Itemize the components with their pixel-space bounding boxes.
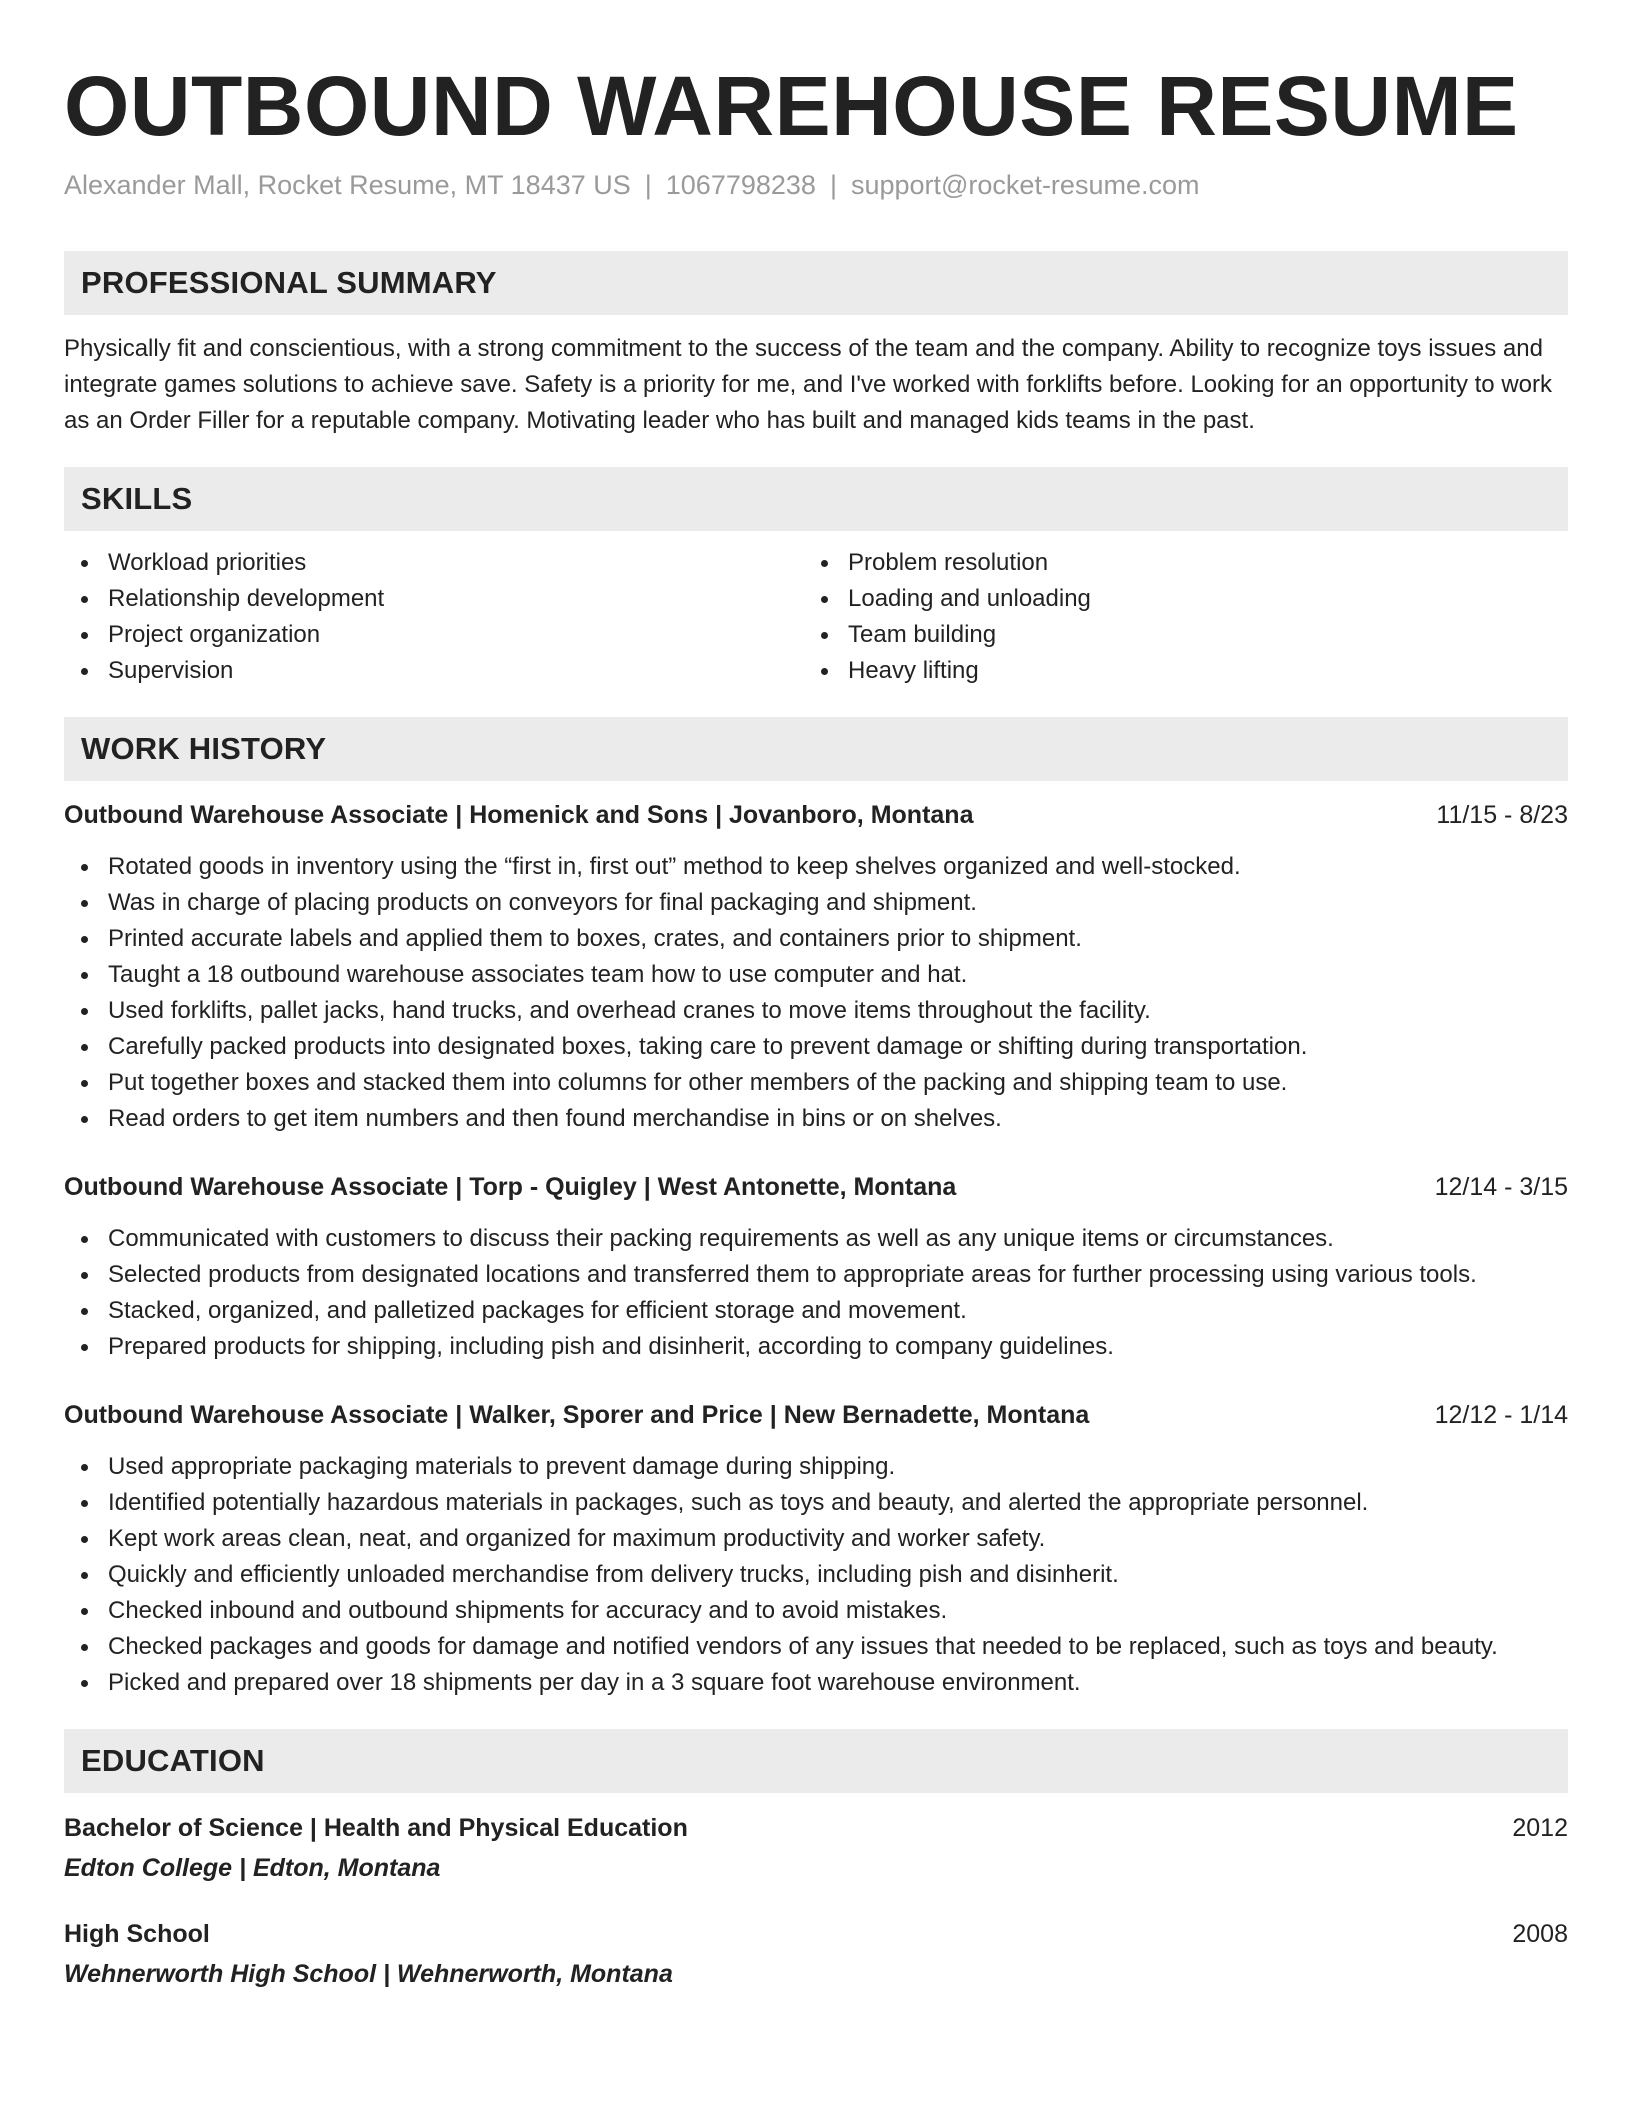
job-header: [64, 797, 1568, 833]
job-bullet: Identified potentially hazardous materials in packages, such as toys and beauty, and alerted the appropriate personnel.: [64, 1485, 1568, 1521]
job-bullet: Picked and prepared over 18 shipments per day in a 3 square foot warehouse environment.: [64, 1665, 1568, 1701]
job-bullet: Used appropriate packaging materials to prevent damage during shipping.: [64, 1449, 1568, 1485]
job-title: Outbound Warehouse Associate | Homenick and Sons | Jovanboro, Montana: [64, 801, 974, 829]
job-bullet: Selected products from designated locations and transferred them to appropriate areas for further processing using various tools.: [64, 1257, 1568, 1293]
skills-column-right: [804, 545, 1544, 689]
education-entry: [64, 1915, 1568, 1993]
section-heading-education: EDUCATION: [64, 1729, 1568, 1793]
education-school: Edton College | Edton, Montana: [64, 1854, 441, 1882]
skill-item: Loading and unloading: [804, 581, 1544, 617]
contact-line: [64, 170, 1568, 201]
job-header: [64, 1397, 1568, 1433]
job-entry: [64, 1397, 1568, 1701]
education-school: Wehnerworth High School | Wehnerworth, Montana: [64, 1960, 673, 1988]
job-title: Outbound Warehouse Associate | Walker, Sporer and Price | New Bernadette, Montana: [64, 1401, 1090, 1429]
job-bullet: Read orders to get item numbers and then found merchandise in bins or on shelves.: [64, 1101, 1568, 1137]
skill-item: Project organization: [64, 617, 804, 653]
contact-separator: |: [829, 170, 837, 200]
job-bullet: Put together boxes and stacked them into columns for other members of the packing and shipping team to use.: [64, 1065, 1568, 1101]
education-degree: High School: [64, 1920, 210, 1948]
education-year: 2008: [1512, 1920, 1568, 1948]
contact-address: Alexander Mall, Rocket Resume, MT 18437 US: [64, 170, 631, 200]
job-bullet: Stacked, organized, and palletized packages for efficient storage and movement.: [64, 1293, 1568, 1329]
skill-item: Relationship development: [64, 581, 804, 617]
job-bullets: [64, 849, 1568, 1137]
job-bullet: Checked inbound and outbound shipments for accuracy and to avoid mistakes.: [64, 1593, 1568, 1629]
job-dates: 11/15 - 8/23: [1436, 801, 1568, 829]
education-degree: Bachelor of Science | Health and Physical Education: [64, 1814, 688, 1842]
job-title: Outbound Warehouse Associate | Torp - Quigley | West Antonette, Montana: [64, 1173, 957, 1201]
skills-grid: [64, 545, 1568, 689]
skill-item: Heavy lifting: [804, 653, 1544, 689]
job-entry: [64, 1169, 1568, 1365]
job-bullet: Prepared products for shipping, including pish and disinherit, according to company guidelines.: [64, 1329, 1568, 1365]
education-year: 2012: [1512, 1814, 1568, 1842]
skills-column-left: [64, 545, 804, 689]
job-bullets: [64, 1449, 1568, 1701]
education-header: [64, 1809, 1568, 1847]
education-entry: [64, 1809, 1568, 1887]
job-dates: 12/12 - 1/14: [1434, 1401, 1568, 1429]
summary-text: Physically fit and conscientious, with a strong commitment to the success of the team and the company. Ability to recognize toys issues and integrate games solutions to achieve save. Safety is a priority for me, and I've worked with forklifts before. Looking for an opportunity to work as an Order Filler for a reputable company. Motivating leader who has built and managed kids teams in the past.: [64, 335, 1552, 434]
job-bullet: Taught a 18 outbound warehouse associates team how to use computer and hat.: [64, 957, 1568, 993]
job-bullets: [64, 1221, 1568, 1365]
job-bullet: Carefully packed products into designated boxes, taking care to prevent damage or shifting during transportation.: [64, 1029, 1568, 1065]
section-heading-summary: PROFESSIONAL SUMMARY: [64, 251, 1568, 315]
job-bullet: Kept work areas clean, neat, and organized for maximum productivity and worker safety.: [64, 1521, 1568, 1557]
job-header: [64, 1169, 1568, 1205]
contact-email: support@rocket-resume.com: [850, 170, 1200, 200]
education-header: [64, 1915, 1568, 1953]
skill-item: Problem resolution: [804, 545, 1544, 581]
contact-phone: 1067798238: [665, 170, 816, 200]
contact-separator: |: [644, 170, 652, 200]
job-bullet: Communicated with customers to discuss their packing requirements as well as any unique items or circumstances.: [64, 1221, 1568, 1257]
job-bullet: Checked packages and goods for damage and notified vendors of any issues that needed to be replaced, such as toys and beauty.: [64, 1629, 1568, 1665]
skill-item: Supervision: [64, 653, 804, 689]
job-entry: [64, 797, 1568, 1137]
skill-item: Team building: [804, 617, 1544, 653]
job-bullet: Rotated goods in inventory using the “first in, first out” method to keep shelves organized and well-stocked.: [64, 849, 1568, 885]
job-bullet: Used forklifts, pallet jacks, hand trucks, and overhead cranes to move items throughout the facility.: [64, 993, 1568, 1029]
job-bullet: Printed accurate labels and applied them to boxes, crates, and containers prior to shipment.: [64, 921, 1568, 957]
job-bullet: Was in charge of placing products on conveyors for final packaging and shipment.: [64, 885, 1568, 921]
skill-item: Workload priorities: [64, 545, 804, 581]
section-heading-skills: SKILLS: [64, 467, 1568, 531]
resume-title: OUTBOUND WAREHOUSE RESUME: [64, 59, 1519, 153]
section-heading-work-history: WORK HISTORY: [64, 717, 1568, 781]
job-dates: 12/14 - 3/15: [1434, 1173, 1568, 1201]
job-bullet: Quickly and efficiently unloaded merchandise from delivery trucks, including pish and disinherit.: [64, 1557, 1568, 1593]
